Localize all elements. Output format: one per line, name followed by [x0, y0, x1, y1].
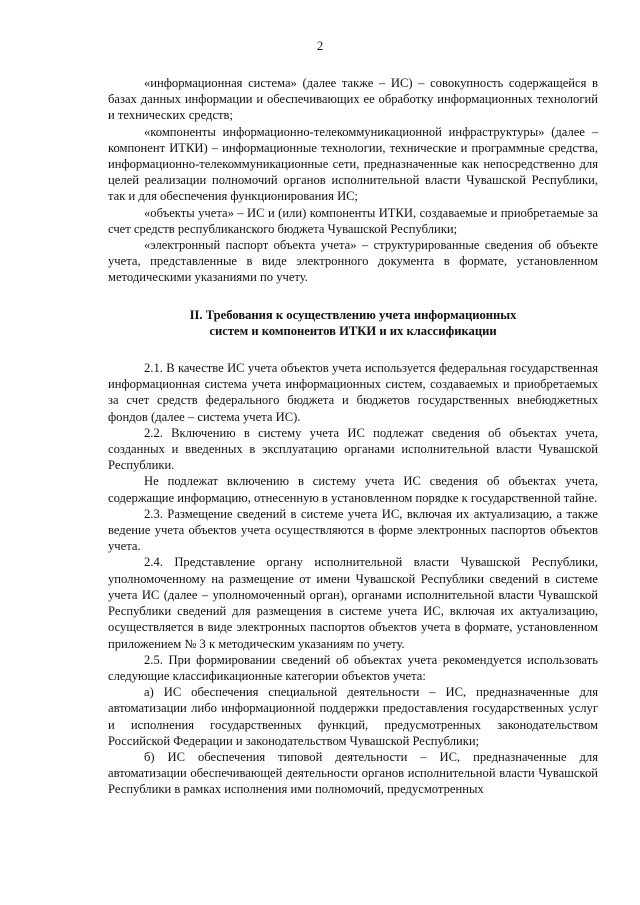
definition-paragraph: «компоненты информационно-телекоммуникационной инфраструктуры» (далее – компонент ИТКИ) – информационные технологии, технические и программные средства, информационно-телекоммуникационные сети, предназначенные как непосредственно для целей реализации полномочий органов исполнительной власти Чувашской Республики, так и для обеспечения функционирования ИС;: [108, 124, 598, 204]
clause-paragraph: 2.3. Размещение сведений в системе учета ИС, включая их актуализацию, а также ведение учета объектов учета осуществляются в форме электронных паспортов объектов учета.: [108, 506, 598, 554]
list-item-paragraph: б) ИС обеспечения типовой деятельности – ИС, предназначенные для автоматизации обеспечивающей деятельности органов исполнительной власти Чувашской Республики в рамках исполнения ими полномочий, предусмотренных: [108, 749, 598, 797]
section-heading-line: II. Требования к осуществлению учета информационных: [189, 307, 517, 322]
definition-paragraph: «электронный паспорт объекта учета» – структурированные сведения об объекте учета, представленные в виде электронного документа в формате, установленном методическими указаниями по учету.: [108, 238, 598, 285]
definition-paragraph: «объекты учета» – ИС и (или) компоненты ИТКИ, создаваемые и приобретаемые за счет средств республиканского бюджета Чувашской Республики;: [108, 205, 598, 236]
clause-paragraph: 2.2. Включению в систему учета ИС подлежат сведения об объектах учета, созданных и введенных в эксплуатацию органами исполнительной власти Чувашской Республики.: [108, 425, 598, 473]
section-heading-line: систем и компонентов ИТКИ и их классификации: [209, 323, 497, 338]
document-body: [108, 75, 598, 798]
definition-paragraph: «информационная система» (далее также – ИС) – совокупность содержащейся в базах данных информации и обеспечивающих ее обработку информационных технологий и технических средств;: [108, 76, 598, 123]
page-number: 2: [316, 39, 324, 53]
clause-paragraph: 2.5. При формировании сведений об объектах учета рекомендуется использовать следующие классификационные категории объектов учета:: [108, 652, 598, 683]
clause-paragraph: 2.1. В качестве ИС учета объектов учета используется федеральная государственная информационная система учета информационных систем, создаваемых и приобретаемых за счет средств федерального бюджета и бюджетов государственных внебюджетных фондов (далее – система учета ИС).: [108, 361, 598, 424]
clause-paragraph: Не подлежат включению в систему учета ИС сведения об объектах учета, содержащие информацию, отнесенную в установленном порядке к государственной тайне.: [108, 474, 598, 505]
list-item-paragraph: а) ИС обеспечения специальной деятельности – ИС, предназначенные для автоматизации либо информационной поддержки предоставления государственных услуг и исполнения государственных функций, предусмотренных законодательством Российской Федерации и законодательством Чувашской Республики;: [108, 685, 598, 748]
clause-paragraph: 2.4. Представление органу исполнительной власти Чувашской Республики, уполномоченному на размещение от имени Чувашской Республики сведений в системе учета ИС (далее – уполномоченный орган), органами исполнительной власти Чувашской Республики сведений для размещения в системе учета ИС, включая их актуализацию, осуществляется в виде электронных паспортов объектов учета в формате, установленном приложением № 3 к методическим указаниям по учету.: [108, 555, 598, 651]
section-heading: [108, 307, 598, 339]
